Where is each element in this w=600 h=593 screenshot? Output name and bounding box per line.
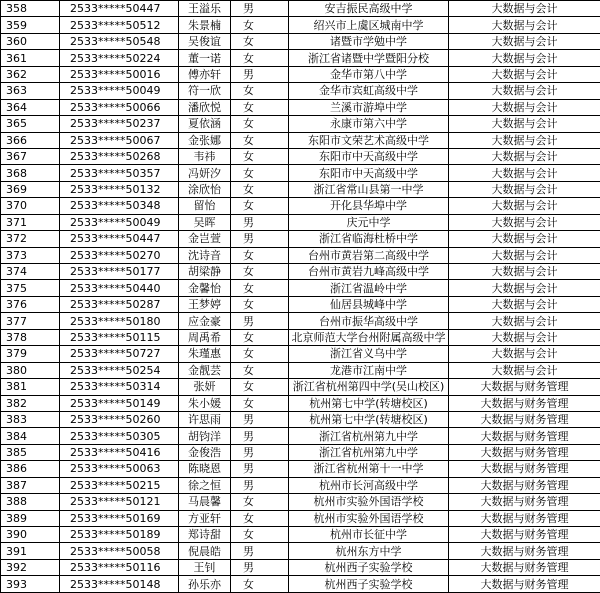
cell-school: 庆元中学	[289, 214, 449, 230]
cell-number: 391	[1, 543, 60, 559]
table-row	[1, 1, 600, 17]
cell-school: 东阳市文荣艺术高级中学	[289, 132, 449, 148]
cell-name: 涂欣怡	[179, 181, 231, 197]
cell-gender: 女	[231, 362, 289, 378]
cell-school: 杭州市实验外国语学校	[289, 494, 449, 510]
cell-gender: 男	[231, 461, 289, 477]
cell-school: 杭州西子实验学校	[289, 559, 449, 575]
cell-gender: 女	[231, 346, 289, 362]
cell-name: 金馨怡	[179, 280, 231, 296]
cell-name: 潘欣悦	[179, 99, 231, 115]
cell-gender: 女	[231, 165, 289, 181]
cell-number: 389	[1, 510, 60, 526]
table-row	[1, 576, 600, 592]
cell-exam-id: 2533*****50148	[60, 576, 179, 592]
cell-gender: 女	[231, 395, 289, 411]
cell-school: 浙江省常山县第一中学	[289, 181, 449, 197]
cell-gender: 女	[231, 17, 289, 33]
cell-major: 大数据与财务管理	[449, 527, 600, 543]
cell-number: 392	[1, 559, 60, 575]
cell-major: 大数据与会计	[449, 346, 600, 362]
cell-gender: 女	[231, 148, 289, 164]
cell-gender: 女	[231, 33, 289, 49]
cell-number: 393	[1, 576, 60, 592]
cell-major: 大数据与会计	[449, 296, 600, 312]
cell-name: 王溢乐	[179, 1, 231, 17]
cell-name: 金岂萱	[179, 231, 231, 247]
cell-name: 韦祎	[179, 148, 231, 164]
cell-school: 绍兴市上虞区城南中学	[289, 17, 449, 33]
cell-major: 大数据与会计	[449, 1, 600, 17]
cell-name: 沈诗音	[179, 247, 231, 263]
cell-major: 大数据与会计	[449, 181, 600, 197]
cell-exam-id: 2533*****50270	[60, 247, 179, 263]
cell-gender: 女	[231, 296, 289, 312]
table-row	[1, 428, 600, 444]
cell-gender: 女	[231, 198, 289, 214]
cell-major: 大数据与财务管理	[449, 379, 600, 395]
cell-number: 370	[1, 198, 60, 214]
cell-major: 大数据与会计	[449, 33, 600, 49]
cell-gender: 女	[231, 280, 289, 296]
cell-number: 363	[1, 83, 60, 99]
cell-school: 浙江省诸暨中学暨阳分校	[289, 50, 449, 66]
cell-number: 371	[1, 214, 60, 230]
table-row	[1, 362, 600, 378]
cell-exam-id: 2533*****50066	[60, 99, 179, 115]
cell-exam-id: 2533*****50440	[60, 280, 179, 296]
table-row	[1, 296, 600, 312]
cell-exam-id: 2533*****50314	[60, 379, 179, 395]
cell-exam-id: 2533*****50727	[60, 346, 179, 362]
cell-gender: 男	[231, 411, 289, 427]
cell-name: 胡梁静	[179, 264, 231, 280]
cell-major: 大数据与财务管理	[449, 428, 600, 444]
table-row	[1, 313, 600, 329]
cell-major: 大数据与财务管理	[449, 444, 600, 460]
cell-number: 366	[1, 132, 60, 148]
cell-exam-id: 2533*****50260	[60, 411, 179, 427]
cell-number: 376	[1, 296, 60, 312]
cell-number: 382	[1, 395, 60, 411]
cell-name: 许思雨	[179, 411, 231, 427]
cell-number: 390	[1, 527, 60, 543]
table-row	[1, 50, 600, 66]
cell-exam-id: 2533*****50512	[60, 17, 179, 33]
cell-exam-id: 2533*****50447	[60, 1, 179, 17]
cell-number: 375	[1, 280, 60, 296]
cell-major: 大数据与会计	[449, 198, 600, 214]
cell-school: 台州市黄岩九峰高级中学	[289, 264, 449, 280]
cell-exam-id: 2533*****50121	[60, 494, 179, 510]
cell-name: 周禹希	[179, 329, 231, 345]
cell-school: 杭州西子实验学校	[289, 576, 449, 592]
cell-number: 387	[1, 477, 60, 493]
cell-gender: 男	[231, 231, 289, 247]
cell-number: 368	[1, 165, 60, 181]
cell-number: 360	[1, 33, 60, 49]
cell-major: 大数据与会计	[449, 247, 600, 263]
cell-number: 377	[1, 313, 60, 329]
cell-gender: 男	[231, 313, 289, 329]
cell-gender: 女	[231, 99, 289, 115]
cell-name: 夏依涵	[179, 116, 231, 132]
cell-exam-id: 2533*****50063	[60, 461, 179, 477]
cell-major: 大数据与财务管理	[449, 510, 600, 526]
cell-school: 永康市第六中学	[289, 116, 449, 132]
cell-gender: 男	[231, 559, 289, 575]
cell-gender: 女	[231, 116, 289, 132]
cell-exam-id: 2533*****50268	[60, 148, 179, 164]
cell-name: 冯妍汐	[179, 165, 231, 181]
cell-school: 浙江省临海杜桥中学	[289, 231, 449, 247]
cell-school: 浙江省杭州第四中学(吴山校区)	[289, 379, 449, 395]
table-row	[1, 411, 600, 427]
cell-major: 大数据与财务管理	[449, 494, 600, 510]
cell-number: 374	[1, 264, 60, 280]
cell-school: 龙港市江南中学	[289, 362, 449, 378]
cell-major: 大数据与财务管理	[449, 543, 600, 559]
cell-gender: 女	[231, 247, 289, 263]
cell-gender: 男	[231, 543, 289, 559]
cell-gender: 女	[231, 83, 289, 99]
cell-major: 大数据与会计	[449, 329, 600, 345]
cell-gender: 女	[231, 264, 289, 280]
cell-gender: 男	[231, 477, 289, 493]
cell-school: 东阳市中天高级中学	[289, 165, 449, 181]
table-row	[1, 379, 600, 395]
cell-school: 浙江省温岭中学	[289, 280, 449, 296]
cell-gender: 女	[231, 132, 289, 148]
cell-exam-id: 2533*****50067	[60, 132, 179, 148]
table-row	[1, 247, 600, 263]
cell-school: 金华市第八中学	[289, 66, 449, 82]
cell-school: 杭州市实验外国语学校	[289, 510, 449, 526]
cell-number: 381	[1, 379, 60, 395]
cell-number: 384	[1, 428, 60, 444]
cell-exam-id: 2533*****50149	[60, 395, 179, 411]
cell-gender: 女	[231, 329, 289, 345]
cell-name: 吴俊谊	[179, 33, 231, 49]
cell-school: 杭州第七中学(转塘校区)	[289, 395, 449, 411]
cell-major: 大数据与会计	[449, 99, 600, 115]
table-row	[1, 280, 600, 296]
table-row	[1, 116, 600, 132]
cell-major: 大数据与会计	[449, 50, 600, 66]
cell-name: 董一诺	[179, 50, 231, 66]
table-row	[1, 510, 600, 526]
cell-school: 北京师范大学台州附属高级中学	[289, 329, 449, 345]
cell-exam-id: 2533*****50058	[60, 543, 179, 559]
cell-major: 大数据与会计	[449, 83, 600, 99]
table-row	[1, 346, 600, 362]
cell-exam-id: 2533*****50049	[60, 214, 179, 230]
cell-number: 364	[1, 99, 60, 115]
cell-exam-id: 2533*****50348	[60, 198, 179, 214]
cell-gender: 女	[231, 181, 289, 197]
cell-name: 金张娜	[179, 132, 231, 148]
table-row	[1, 461, 600, 477]
cell-school: 浙江省杭州第九中学	[289, 444, 449, 460]
cell-exam-id: 2533*****50169	[60, 510, 179, 526]
cell-exam-id: 2533*****50049	[60, 83, 179, 99]
table-row	[1, 477, 600, 493]
cell-school: 仙居县城峰中学	[289, 296, 449, 312]
cell-name: 符一欣	[179, 83, 231, 99]
cell-school: 安吉振民高级中学	[289, 1, 449, 17]
cell-gender: 男	[231, 66, 289, 82]
cell-number: 367	[1, 148, 60, 164]
cell-exam-id: 2533*****50016	[60, 66, 179, 82]
cell-name: 朱景楠	[179, 17, 231, 33]
cell-school: 浙江省杭州第九中学	[289, 428, 449, 444]
cell-number: 385	[1, 444, 60, 460]
cell-name: 傅亦轩	[179, 66, 231, 82]
cell-name: 朱瑾惠	[179, 346, 231, 362]
cell-number: 386	[1, 461, 60, 477]
cell-name: 陈晓恩	[179, 461, 231, 477]
table-row	[1, 99, 600, 115]
cell-number: 365	[1, 116, 60, 132]
cell-gender: 女	[231, 510, 289, 526]
cell-school: 杭州市长河高级中学	[289, 477, 449, 493]
cell-school: 浙江省杭州第十一中学	[289, 461, 449, 477]
cell-school: 杭州第七中学(转塘校区)	[289, 411, 449, 427]
cell-gender: 男	[231, 1, 289, 17]
cell-name: 方亚轩	[179, 510, 231, 526]
cell-name: 胡钧洋	[179, 428, 231, 444]
cell-major: 大数据与财务管理	[449, 395, 600, 411]
cell-gender: 男	[231, 428, 289, 444]
table-row	[1, 559, 600, 575]
cell-name: 朱小媛	[179, 395, 231, 411]
cell-number: 372	[1, 231, 60, 247]
cell-major: 大数据与财务管理	[449, 559, 600, 575]
cell-major: 大数据与会计	[449, 17, 600, 33]
cell-major: 大数据与会计	[449, 231, 600, 247]
cell-gender: 女	[231, 494, 289, 510]
cell-exam-id: 2533*****50254	[60, 362, 179, 378]
cell-name: 张妍	[179, 379, 231, 395]
table-row	[1, 527, 600, 543]
cell-number: 373	[1, 247, 60, 263]
cell-gender: 男	[231, 444, 289, 460]
cell-gender: 女	[231, 527, 289, 543]
table-row	[1, 17, 600, 33]
cell-major: 大数据与会计	[449, 132, 600, 148]
cell-major: 大数据与财务管理	[449, 576, 600, 592]
cell-name: 马晨馨	[179, 494, 231, 510]
cell-name: 应金豪	[179, 313, 231, 329]
cell-number: 380	[1, 362, 60, 378]
cell-name: 孙乐亦	[179, 576, 231, 592]
table-row	[1, 165, 600, 181]
table-row	[1, 444, 600, 460]
cell-gender: 女	[231, 379, 289, 395]
cell-exam-id: 2533*****50116	[60, 559, 179, 575]
cell-exam-id: 2533*****50357	[60, 165, 179, 181]
cell-exam-id: 2533*****50180	[60, 313, 179, 329]
cell-school: 台州市黄岩第二高级中学	[289, 247, 449, 263]
table-row	[1, 33, 600, 49]
table-row	[1, 395, 600, 411]
cell-exam-id: 2533*****50215	[60, 477, 179, 493]
cell-exam-id: 2533*****50177	[60, 264, 179, 280]
cell-school: 台州市振华高级中学	[289, 313, 449, 329]
table-row	[1, 83, 600, 99]
cell-number: 379	[1, 346, 60, 362]
cell-name: 金俊浩	[179, 444, 231, 460]
cell-exam-id: 2533*****50287	[60, 296, 179, 312]
cell-exam-id: 2533*****50548	[60, 33, 179, 49]
cell-exam-id: 2533*****50305	[60, 428, 179, 444]
cell-exam-id: 2533*****50416	[60, 444, 179, 460]
cell-major: 大数据与会计	[449, 148, 600, 164]
cell-gender: 女	[231, 576, 289, 592]
cell-major: 大数据与会计	[449, 313, 600, 329]
table-row	[1, 494, 600, 510]
cell-exam-id: 2533*****50189	[60, 527, 179, 543]
cell-exam-id: 2533*****50115	[60, 329, 179, 345]
cell-number: 362	[1, 66, 60, 82]
cell-major: 大数据与会计	[449, 66, 600, 82]
cell-major: 大数据与财务管理	[449, 461, 600, 477]
cell-school: 东阳市中天高级中学	[289, 148, 449, 164]
cell-major: 大数据与会计	[449, 264, 600, 280]
cell-major: 大数据与会计	[449, 116, 600, 132]
cell-name: 郑诗甜	[179, 527, 231, 543]
cell-major: 大数据与财务管理	[449, 477, 600, 493]
table-row	[1, 543, 600, 559]
cell-name: 金靓芸	[179, 362, 231, 378]
cell-name: 王梦婷	[179, 296, 231, 312]
cell-major: 大数据与会计	[449, 165, 600, 181]
cell-name: 吴晖	[179, 214, 231, 230]
cell-major: 大数据与会计	[449, 362, 600, 378]
table-row	[1, 132, 600, 148]
cell-school: 浙江省义乌中学	[289, 346, 449, 362]
table-row	[1, 66, 600, 82]
cell-school: 兰溪市游埠中学	[289, 99, 449, 115]
table-row	[1, 329, 600, 345]
cell-gender: 女	[231, 50, 289, 66]
cell-number: 359	[1, 17, 60, 33]
cell-school: 金华市宾虹高级中学	[289, 83, 449, 99]
cell-major: 大数据与会计	[449, 214, 600, 230]
cell-number: 383	[1, 411, 60, 427]
cell-gender: 男	[231, 214, 289, 230]
table-row	[1, 264, 600, 280]
cell-number: 361	[1, 50, 60, 66]
table-row	[1, 198, 600, 214]
table-row	[1, 231, 600, 247]
cell-school: 杭州市长征中学	[289, 527, 449, 543]
cell-major: 大数据与会计	[449, 280, 600, 296]
cell-name: 留怡	[179, 198, 231, 214]
cell-major: 大数据与财务管理	[449, 411, 600, 427]
cell-school: 诸暨市学勉中学	[289, 33, 449, 49]
admission-table-body	[1, 1, 600, 593]
table-row	[1, 148, 600, 164]
cell-name: 徐之恒	[179, 477, 231, 493]
table-row	[1, 181, 600, 197]
cell-name: 王钊	[179, 559, 231, 575]
cell-number: 378	[1, 329, 60, 345]
table-row	[1, 214, 600, 230]
cell-number: 388	[1, 494, 60, 510]
cell-exam-id: 2533*****50237	[60, 116, 179, 132]
cell-exam-id: 2533*****50447	[60, 231, 179, 247]
cell-school: 开化县华埠中学	[289, 198, 449, 214]
cell-exam-id: 2533*****50132	[60, 181, 179, 197]
cell-exam-id: 2533*****50224	[60, 50, 179, 66]
cell-name: 倪晨皓	[179, 543, 231, 559]
cell-school: 杭州东方中学	[289, 543, 449, 559]
cell-number: 369	[1, 181, 60, 197]
cell-number: 358	[1, 1, 60, 17]
